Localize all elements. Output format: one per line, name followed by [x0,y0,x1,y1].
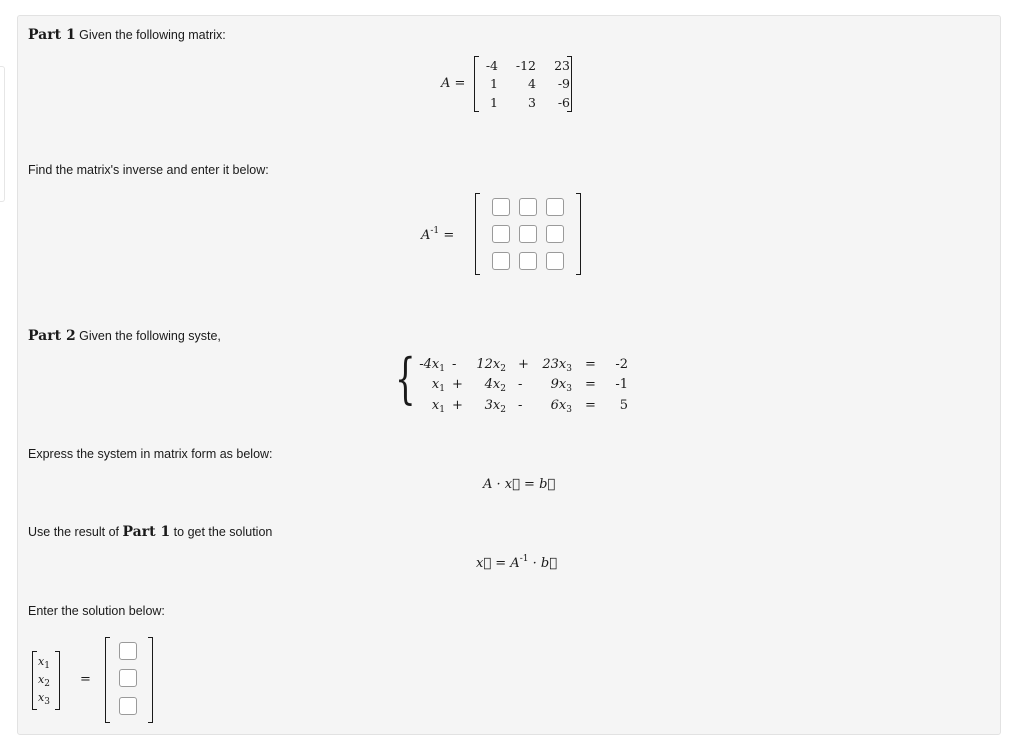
inverse-label [421,226,454,243]
matrix-a-cell: 1 [490,76,498,91]
solution-equals: = [80,672,91,687]
inverse-input-r1c3[interactable] [546,198,564,216]
inverse-input-r1c1[interactable] [492,198,510,216]
solution-equation [476,554,557,571]
equation-operator: + [452,377,463,392]
equation-term [542,357,572,374]
term-coefficient: -4x [419,357,440,372]
equation-term [485,398,506,415]
matrix-a-cell: 23 [554,58,570,73]
equation-rhs: -2 [615,357,628,372]
inverse-label-eq: = [443,228,455,243]
equation-term [432,377,445,394]
term-coefficient: 23x [542,357,567,372]
matrix-a-cell: -9 [557,76,570,91]
vector-x-entry [38,673,50,689]
inverse-input-r2c2[interactable] [519,225,537,243]
vector-var-subscript: 3 [44,697,50,707]
vector-var-subscript: 2 [44,679,50,689]
equation-operator: - [518,398,523,413]
matrix-form-label: Express the system in matrix form as below: [28,447,273,461]
solution-eq-rhs: · b⃗ [532,556,557,571]
side-tab[interactable] [0,66,5,202]
part2-intro: Given the following syste, [79,329,221,343]
matrix-a-label: A = [441,76,466,91]
use-result-part: Part 1 [122,524,171,540]
equation-operator: + [518,357,529,372]
vector-var: x [38,673,45,686]
equation-term [432,398,445,415]
term-subscript: 3 [566,405,572,415]
part2-header [28,328,221,344]
vector-var: x [38,691,45,704]
inverse-input-r2c1[interactable] [492,225,510,243]
term-coefficient: 6x [550,398,567,413]
matrix-a-cell: 1 [490,95,498,110]
inverse-input-r3c2[interactable] [519,252,537,270]
matrix-a-cell: -12 [515,58,536,73]
term-subscript: 1 [439,364,445,374]
term-coefficient: x [431,398,440,413]
part1-intro: Given the following matrix: [79,28,226,42]
inverse-label-sup: -1 [430,226,440,236]
inverse-left-bracket [475,193,480,275]
equation-operator: = [585,377,596,392]
vector-x-entry [38,691,50,707]
equation-operator: = [585,398,596,413]
matrix-a-cell: -4 [485,58,498,73]
equation-operator: - [518,377,523,392]
vector-var: x [38,655,45,668]
use-result-line [28,524,272,540]
equation-rhs: -1 [615,377,628,392]
question-panel [17,15,1001,735]
equation-rhs: 5 [619,398,628,413]
part1-header [28,27,226,43]
inverse-input-r1c2[interactable] [519,198,537,216]
term-subscript: 3 [566,364,572,374]
use-result-post: to get the solution [173,525,273,539]
solution-input-x1[interactable] [119,642,137,660]
term-subscript: 2 [500,384,506,394]
vector-x-entry [38,655,50,671]
inverse-right-bracket [576,193,581,275]
term-subscript: 3 [566,384,572,394]
matrix-a-cell: -6 [557,95,570,110]
equation-term [476,357,506,374]
inverse-label-a: A [421,228,431,243]
equation-term [551,377,572,394]
term-subscript: 1 [439,405,445,415]
equation-operator: - [452,357,457,372]
equation-term [551,398,572,415]
term-subscript: 2 [500,364,506,374]
term-coefficient: 3x [484,398,501,413]
enter-solution-label: Enter the solution below: [28,604,165,618]
vector-var-subscript: 1 [44,661,50,671]
equation-term [419,357,445,374]
equation-operator: + [452,398,463,413]
system-brace: { [395,347,416,410]
matrix-a-cell: 3 [528,95,536,110]
vector-x-right-bracket [55,651,60,710]
solution-left-bracket [105,637,110,723]
solution-eq-sup: -1 [519,554,529,564]
matrix-form-equation: A · x⃗ = b⃗ [483,477,556,492]
term-coefficient: x [431,377,440,392]
part2-heading: Part 2 [28,328,76,344]
term-coefficient: 4x [484,377,501,392]
solution-eq-lhs: x⃗ = A [476,556,520,571]
equation-operator: = [585,357,596,372]
inverse-input-r3c1[interactable] [492,252,510,270]
solution-right-bracket [148,637,153,723]
term-subscript: 2 [500,405,506,415]
vector-x-left-bracket [32,651,37,710]
inverse-input-r3c3[interactable] [546,252,564,270]
matrix-a-cell: 4 [528,76,536,91]
inverse-input-r2c3[interactable] [546,225,564,243]
solution-input-x2[interactable] [119,669,137,687]
inverse-instruction: Find the matrix's inverse and enter it below: [28,163,269,177]
solution-input-x3[interactable] [119,697,137,715]
part1-heading: Part 1 [28,27,76,43]
term-coefficient: 12x [476,357,501,372]
use-result-pre: Use the result of [28,525,120,539]
equation-term [485,377,506,394]
term-coefficient: 9x [550,377,567,392]
term-subscript: 1 [439,384,445,394]
